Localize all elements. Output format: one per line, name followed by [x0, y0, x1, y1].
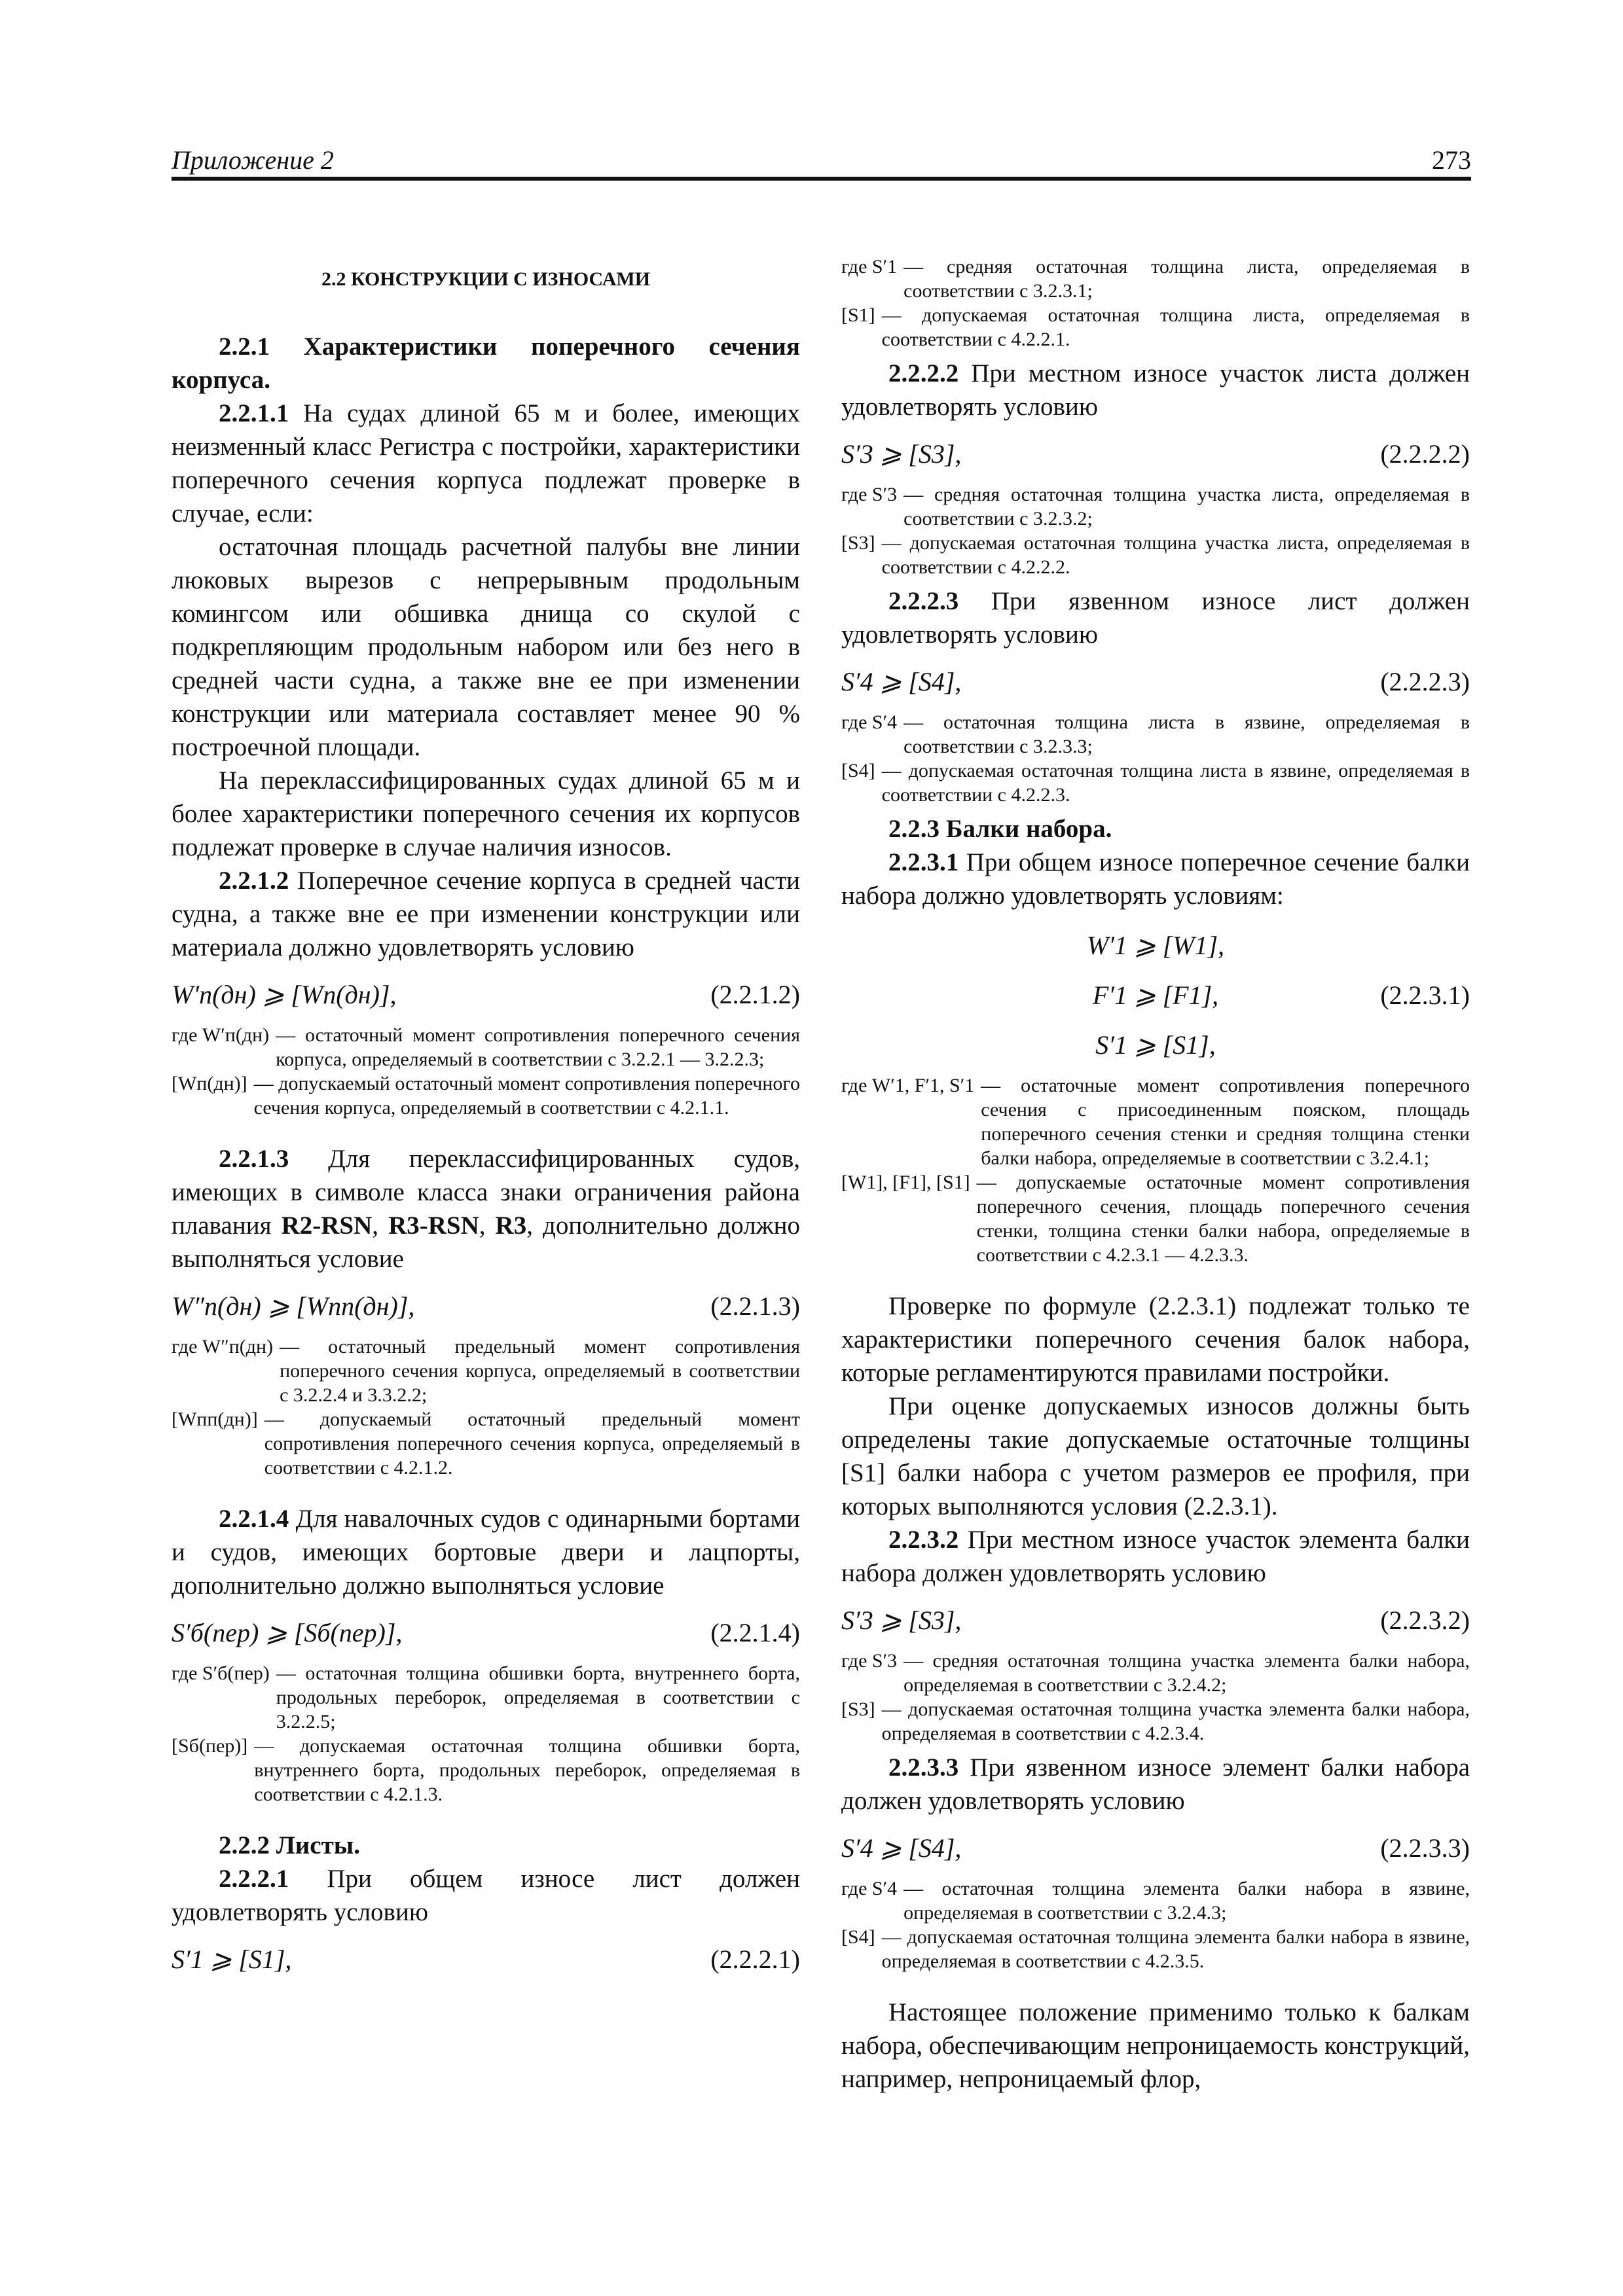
para-2-2-1-1: 2.2.1.1 На судах длиной 65 м и более, имеющих неизменный класс Регистра с постройки, характеристики поперечного сечения корпуса подлежат проверке в случае, если: — [172, 399, 800, 528]
para-final: Настоящее положение применимо только к балкам набора, обеспечивающим непроницаемость конструкций, например, непроницаемый флор, — [841, 1998, 1470, 2093]
formula-2-2-1-4 — [172, 1614, 800, 1652]
formula-number: (2.2.1.3) — [710, 1291, 800, 1321]
formula-2-2-3-2 — [841, 1602, 1470, 1640]
formula-expression: S′б(пер) ⩾ [Sб(пер)], — [172, 1618, 403, 1647]
formula-2-2-2-3 — [841, 663, 1470, 701]
formula-2-2-1-3 — [172, 1287, 800, 1325]
formula-notes — [841, 482, 1470, 579]
para-2-2-2-1: 2.2.2.1 При общем износе лист должен удовлетворять условию — [172, 1865, 800, 1926]
note-item: [W1], [F1], [S1] — допускаемые остаточные момент сопротивления поперечного сечения, площадь поперечного сечения стенки, толщина стенки балки набора, определяемые в соответствии с 4.2.3.1 — 4.2.3.3. — [841, 1172, 1470, 1266]
note-item: где W″п(дн) — остаточный предельный момент сопротивления поперечного сечения корпуса, определяемый в соответствии с 3.2.2.4 и 3.3.2.2; — [172, 1336, 800, 1406]
formula-number: (2.2.1.2) — [710, 980, 800, 1009]
formula-2-2-3-3 — [841, 1829, 1470, 1867]
para-2-2-1-4: 2.2.1.4 Для навалочных судов с одинарными бортами и судов, имеющих бортовые двери и лацпорты, дополнительно должно выполняться условие — [172, 1505, 800, 1600]
header-rule — [172, 177, 1471, 181]
formula-notes — [172, 1335, 800, 1480]
formula-expression: W′п(дн) ⩾ [Wп(дн)], — [172, 980, 397, 1009]
left-column — [172, 249, 800, 1988]
heading-2-2-3: 2.2.3 Балки набора. — [888, 815, 1112, 843]
formula-number: (2.2.2.1) — [710, 1945, 800, 1974]
heading-2-2-2: 2.2.2 Листы. — [219, 1831, 360, 1859]
formula-notes — [841, 710, 1470, 807]
formula-2-2-3-1-b — [841, 977, 1470, 1014]
heading-2-2-1: 2.2.1 Характеристики поперечного сечения корпуса. — [172, 332, 800, 394]
formula-2-2-3-1-a — [841, 927, 1470, 965]
right-column — [841, 252, 1470, 2096]
formula-number: (2.2.2.2) — [1380, 439, 1470, 469]
formula-number: (2.2.3.1) — [1380, 980, 1470, 1010]
note-item: [S3] — допускаемая остаточная толщина участка элемента балки набора, определяемая в соответствии с 4.2.3.4. — [841, 1698, 1470, 1744]
formula-notes — [172, 1661, 800, 1806]
formula-expression: W″п(дн) ⩾ [Wпп(дн)], — [172, 1291, 415, 1321]
note-item: где S′3 — средняя остаточная толщина участка элемента балки набора, определяемая в соответствии с 3.2.4.2; — [841, 1650, 1470, 1696]
note-item: где W′1, F′1, S′1 — остаточные момент сопротивления поперечного сечения с присоединенным пояском, площадь поперечного сечения стенки и средняя толщина стенки балки набора, определяемые в соответствии с 3.2.4.1; — [841, 1075, 1470, 1169]
formula-expression: S′3 ⩾ [S3], — [841, 439, 962, 469]
clause-number: 2.2.1.2 — [219, 867, 289, 895]
note-item: где S′3 — средняя остаточная толщина участка листа, определяемая в соответствии с 3.2.3.2; — [841, 484, 1470, 529]
formula-expression: S′1 ⩾ [S1], — [1095, 1030, 1216, 1060]
note-item: [S1] — допускаемая остаточная толщина листа, определяемая в соответствии с 4.2.2.1. — [841, 304, 1470, 350]
para-2-2-1-3: 2.2.1.3 Для переклассифицированных судов, имеющих в символе класса знаки ограничения района плавания R2-RSN, R3-RSN, R3, дополнительно должно выполняться условие — [172, 1145, 801, 1273]
para-2-2-3-1-b: Проверке по формуле (2.2.3.1) подлежат только те характеристики поперечного сечения балок набора, которые регламентируются правилами постройки. — [841, 1292, 1470, 1387]
note-item: [Wп(дн)] — допускаемый остаточный момент сопротивления поперечного сечения корпуса, определяемый в соответствии с 4.2.1.1. — [172, 1073, 800, 1119]
para-2-2-3-2: 2.2.3.2 При местном износе участок элемента балки набора должен удовлетворять условию — [841, 1526, 1470, 1587]
note-item: где S′4 — остаточная толщина листа в язвине, определяемая в соответствии с 3.2.3.3; — [841, 711, 1470, 757]
note-item: где S′1 — средняя остаточная толщина листа, определяемая в соответствии с 3.2.3.1; — [841, 256, 1470, 302]
formula-number: (2.2.1.4) — [710, 1618, 800, 1647]
formula-notes — [841, 1876, 1470, 1973]
note-item: [S4] — допускаемая остаточная толщина элемента балки набора в язвине, определяемая в соответствии с 4.2.3.5. — [841, 1926, 1470, 1972]
running-title: Приложение 2 — [172, 145, 334, 175]
formula-expression: S′4 ⩾ [S4], — [841, 1833, 962, 1863]
para-2-2-1-1-c: На переклассифицированных судах длиной 65 м и более характеристики поперечного сечения их корпусов подлежат проверке в случае наличия износов. — [172, 766, 800, 861]
note-item: [S4] — допускаемая остаточная толщина листа в язвине, определяемая в соответствии с 4.2.2.3. — [841, 760, 1470, 806]
note-item: где W′п(дн) — остаточный момент сопротивления поперечного сечения корпуса, определяемый в соответствии с 3.2.2.1 — 3.2.2.3; — [172, 1024, 801, 1070]
formula-expression: W′1 ⩾ [W1], — [1086, 931, 1225, 960]
formula-notes — [841, 1649, 1470, 1746]
note-item: где S′б(пер) — остаточная толщина обшивки борта, внутреннего борта, продольных переборок, определяемая в соответствии с 3.2.2.5; — [172, 1662, 800, 1732]
note-item: [Sб(пер)] — допускаемая остаточная толщина обшивки борта, внутреннего борта, продольных переборок, определяемая в соответствии с 4.2.1.3. — [172, 1735, 800, 1805]
formula-2-2-3-1-c — [841, 1026, 1470, 1064]
formula-notes — [841, 1073, 1470, 1267]
formula-2-2-2-1 — [172, 1941, 800, 1979]
para-2-2-3-3: 2.2.3.3 При язвенном износе элемент балки набора должен удовлетворять условию — [841, 1753, 1470, 1815]
page-header — [172, 143, 1471, 179]
formula-notes — [841, 255, 1470, 351]
para-2-2-3-1-c: При оценке допускаемых износов должны быть определены такие допускаемые остаточные толщины [S1] балки набора с учетом размеров ее профиля, при которых выполняются условия (2.2.3.1). — [841, 1392, 1470, 1520]
formula-2-2-2-2 — [841, 435, 1470, 473]
note-item: [S3] — допускаемая остаточная толщина участка листа, определяемая в соответствии с 4.2.2.2. — [841, 532, 1470, 578]
clause-number: 2.2.1.1 — [219, 399, 289, 427]
formula-expression: S′3 ⩾ [S3], — [841, 1605, 962, 1635]
para-2-2-3-1: 2.2.3.1 При общем износе поперечное сечение балки набора должно удовлетворять условиям: — [841, 848, 1470, 910]
formula-notes — [172, 1023, 800, 1120]
formula-expression: F′1 ⩾ [F1], — [1092, 980, 1219, 1010]
formula-2-2-1-2 — [172, 976, 800, 1014]
formula-number: (2.2.3.2) — [1380, 1605, 1470, 1635]
para-2-2-2-2: 2.2.2.2 При местном износе участок листа должен удовлетворять условию — [841, 359, 1470, 421]
formula-number: (2.2.2.3) — [1380, 667, 1470, 696]
formula-expression: S′1 ⩾ [S1], — [172, 1945, 292, 1974]
section-title: 2.2 КОНСТРУКЦИИ С ИЗНОСАМИ — [321, 268, 651, 290]
formula-number: (2.2.3.3) — [1380, 1833, 1470, 1863]
page-number: 273 — [1432, 145, 1471, 175]
note-item: где S′4 — остаточная толщина элемента балки набора в язвине, определяемая в соответствии с 3.2.4.3; — [841, 1878, 1470, 1924]
note-item: [Wпп(дн)] — допускаемый остаточный предельный момент сопротивления поперечного сечения корпуса, определяемый в соответствии с 4.2.1.2. — [172, 1408, 800, 1479]
formula-expression: S′4 ⩾ [S4], — [841, 667, 962, 696]
para-2-2-2-3: 2.2.2.3 При язвенном износе лист должен удовлетворять условию — [841, 587, 1470, 649]
para-2-2-1-2: 2.2.1.2 Поперечное сечение корпуса в средней части судна, а также вне ее при изменении конструкции или материала должно удовлетворять условию — [172, 867, 800, 961]
para-2-2-1-1-b: остаточная площадь расчетной палубы вне линии люковых вырезов с непрерывным продольным комингсом или обшивка днища со скулой с подкрепляющим продольным набором или без него в средней части судна, а также вне ее при изменении конструкции или материала составляет менее 90 % построечной площади. — [172, 533, 800, 761]
